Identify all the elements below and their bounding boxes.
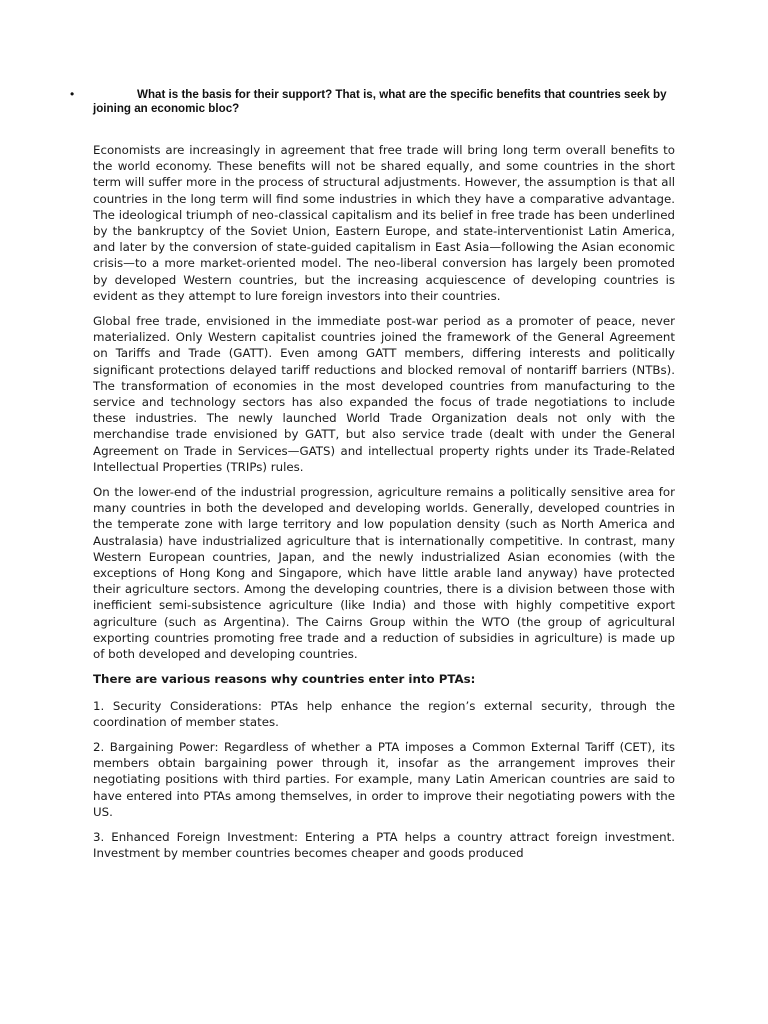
question-block <box>70 88 690 116</box>
bullet-point: • <box>70 87 75 101</box>
document-body <box>93 142 675 870</box>
reasons-heading: There are various reasons why countries enter into PTAs: <box>93 672 476 687</box>
reason-security: 1. Security Considerations: PTAs help enhance the region’s external security, through the coordination of member states. <box>93 698 675 729</box>
paragraph-global-free-trade: Global free trade, envisioned in the immediate post-war period as a promoter of peace, never materialized. Only Western capitalist countries joined the framework of the General Agreement on Tariffs and Trade (GATT). Even among GATT members, differing interests and politically significant protections delayed tariff reductions and blocked removal of nontariff barriers (NTBs). The transformation of economies in the most developed countries from manufacturing to the service and technology sectors has also expanded the focus of trade negotiations to include these industries. The newly launched World Trade Organization deals not only with the merchandise trade envisioned by GATT, but also service trade (dealt with under the General Agreement on Trade in Services—GATS) and intellectual property rights under its Trade-Related Intellectual Properties (TRIPs) rules. <box>93 314 675 474</box>
paragraph-free-trade-consensus: Economists are increasingly in agreement that free trade will bring long term overall benefits to the world economy. These benefits will not be shared equally, and some countries in the short term will suffer more in the process of structural adjustments. However, the assumption is that all countries in the long term will find some industries in which they have a comparative advantage. The ideological triumph of neo-classical capitalism and its belief in free trade has been underlined by the bankruptcy of the Soviet Union, Eastern Europe, and state-interventionist Latin America, and later by the conversion of state-guided capitalism in East Asia—following the Asian economic crisis—to a more market-oriented model. The neo-liberal conversion has largely been promoted by developed Western countries, but the increasing acquiescence of developing countries is evident as they attempt to lure foreign investors into their countries. <box>93 143 675 303</box>
reason-bargaining-power: 2. Bargaining Power: Regardless of whether a PTA imposes a Common External Tariff (CET), its members obtain bargaining power through it, insofar as the arrangement improves their negotiating positions with third parties. For example, many Latin American countries are said to have entered into PTAs among themselves, in order to improve their negotiating powers with the US. <box>93 739 675 819</box>
question-text: What is the basis for their support? That is, what are the specific benefits that countries seek by joining an economic bloc? <box>93 88 667 115</box>
paragraph-agriculture: On the lower-end of the industrial progression, agriculture remains a politically sensitive area for many countries in both the developed and developing worlds. Generally, developed countries in the temperate zone with large territory and low population density (such as North America and Australasia) have industrialized agriculture that is internationally competitive. In contrast, many Western European countries, Japan, and the newly industrialized Asian economies (with the exceptions of Hong Kong and Singapore, which have little arable land anyway) have protected their agriculture sectors. Among the developing countries, there is a division between those with inefficient semi-subsistence agriculture (like India) and those with highly competitive export agriculture (such as Argentina). The Cairns Group within the WTO (the group of agricultural exporting countries promoting free trade and a reduction of subsidies in agriculture) is made up of both developed and developing countries. <box>93 485 675 662</box>
reason-foreign-investment: 3. Enhanced Foreign Investment: Entering a PTA helps a country attract foreign investment. Investment by member countries becomes cheaper and goods produced <box>93 829 675 861</box>
